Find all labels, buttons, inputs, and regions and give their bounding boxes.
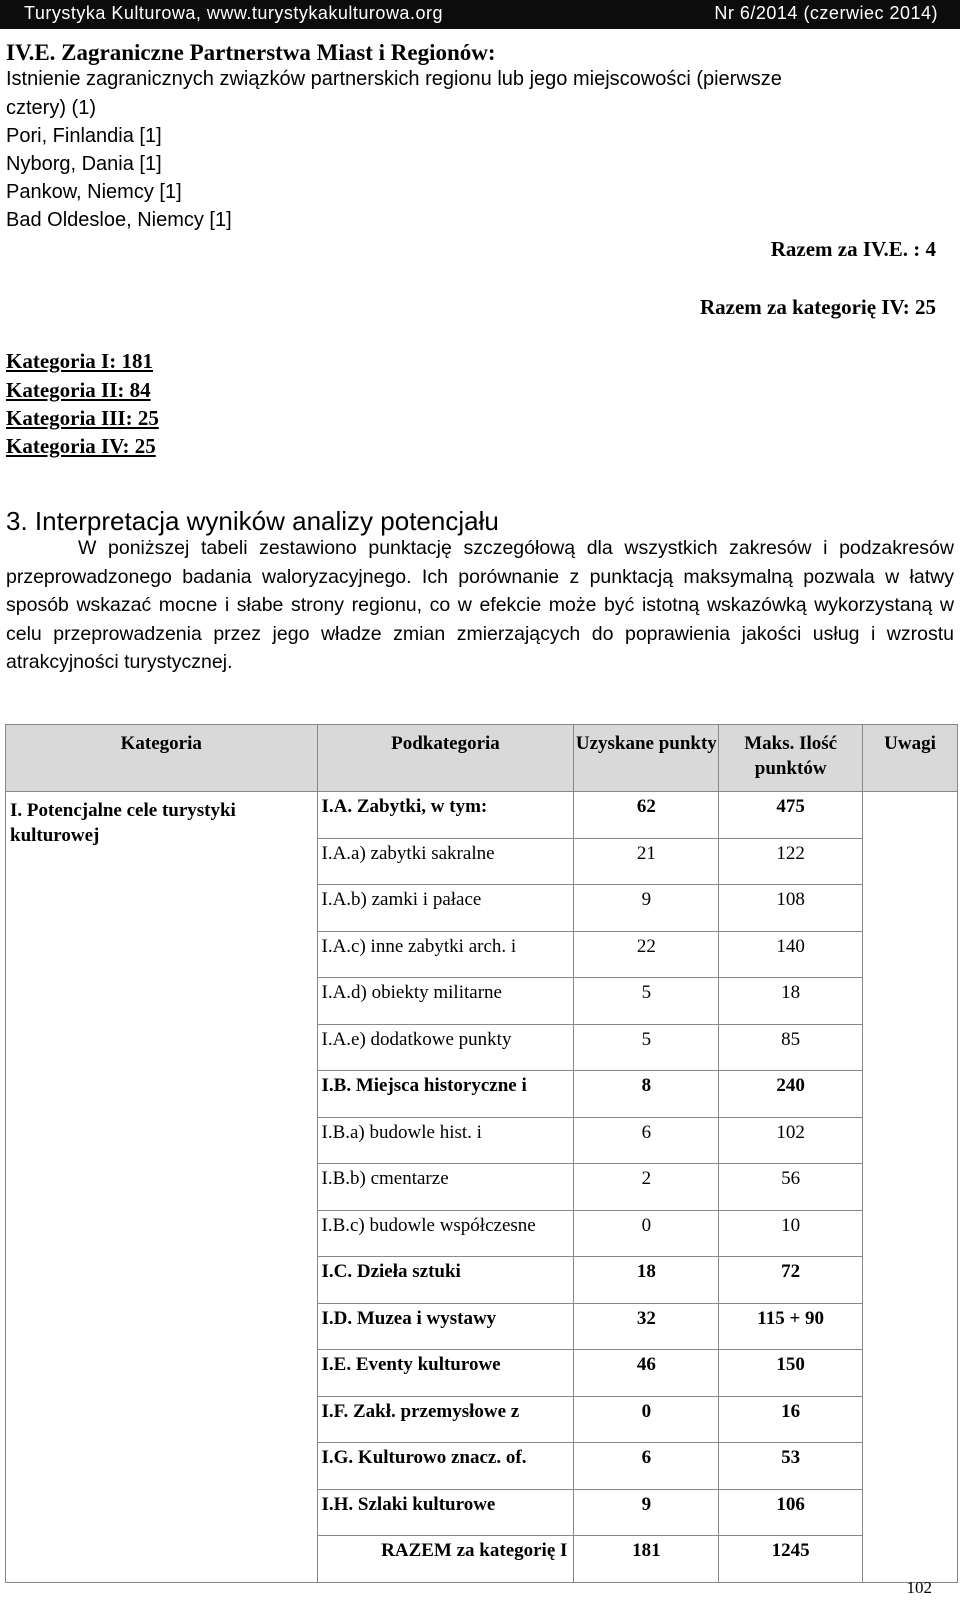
subcategory-cell: I.B. Miejsca historyczne i [317,1071,574,1118]
max-points-cell: 240 [719,1071,863,1118]
subcategory-cell: I.B.a) budowle hist. i [317,1117,574,1164]
points-cell: 9 [574,885,719,932]
summary-item: Kategoria I: 181 [6,349,153,373]
issue-number: Nr 6/2014 (czerwiec 2014) [714,3,938,23]
page-number: 102 [906,1578,932,1597]
total-max: 1245 [719,1536,863,1583]
category-total: Razem za kategorię IV: 25 [700,295,936,319]
summary-item: Kategoria II: 84 [6,378,151,402]
points-cell: 18 [574,1257,719,1304]
subcategory-cell: I.A. Zabytki, w tym: [317,792,574,839]
subcategory-cell: I.H. Szlaki kulturowe [317,1489,574,1536]
col-header-points: Uzyskane punkty [574,725,719,792]
subcategory-cell: I.A.c) inne zabytki arch. i [317,931,574,978]
max-points-cell: 53 [719,1443,863,1490]
subcategory-cell: I.F. Zakł. przemysłowe z [317,1396,574,1443]
points-cell: 21 [574,838,719,885]
max-points-cell: 56 [719,1164,863,1211]
summary-item: Kategoria IV: 25 [6,434,156,458]
subcategory-cell: I.D. Muzea i wystawy [317,1303,574,1350]
paragraph-text: W poniższej tabeli zestawiono punktację szczegółową dla wszystkich zakresów i podzakresów przeprowadzonego badania waloryzacyjnego. Ich porównanie z punktacją maksymalną pozwala w łatwy sposób wskazać mocne i słabe strony regionu, co w efekcie może być istotną wskazówką wykorzystaną w celu przeprowadzenia przez jego władze zmian zmierzających do poprawienia jakości usług i wzrostu atrakcyjności turystycznej. [6,537,954,673]
chapter-paragraph [6,534,954,677]
points-cell: 5 [574,978,719,1025]
max-points-cell: 140 [719,931,863,978]
summary-item: Kategoria III: 25 [6,406,159,430]
points-cell: 6 [574,1443,719,1490]
max-points-cell: 102 [719,1117,863,1164]
max-points-cell: 150 [719,1350,863,1397]
total-label: RAZEM za kategorię I [317,1536,574,1583]
subcategory-cell: I.A.d) obiekty militarne [317,978,574,1025]
col-header-category: Kategoria [6,725,318,792]
subcategory-cell: I.E. Eventy kulturowe [317,1350,574,1397]
points-cell: 46 [574,1350,719,1397]
results-table [5,724,958,1583]
max-points-cell: 108 [719,885,863,932]
subcategory-cell: I.C. Dzieła sztuki [317,1257,574,1304]
subcategory-cell: I.B.c) budowle współczesne [317,1210,574,1257]
subcategory-cell: I.G. Kulturowo znacz. of. [317,1443,574,1490]
points-cell: 2 [574,1164,719,1211]
subcategory-cell: I.A.e) dodatkowe punkty [317,1024,574,1071]
points-cell: 62 [574,792,719,839]
chapter-heading: 3. Interpretacja wyników analizy potencjału [6,506,499,536]
col-header-subcategory: Podkategoria [317,725,574,792]
col-header-notes: Uwagi [863,725,958,792]
total-points: 181 [574,1536,719,1583]
category-cell: I. Potencjalne cele turystyki kulturowej [6,792,318,1583]
points-cell: 0 [574,1396,719,1443]
max-points-cell: 16 [719,1396,863,1443]
table-header-row [6,725,958,792]
max-points-cell: 106 [719,1489,863,1536]
points-cell: 32 [574,1303,719,1350]
max-points-cell: 85 [719,1024,863,1071]
journal-name: Turystyka Kulturowa, www.turystykakulturowa.org [24,3,443,23]
subcategory-cell: I.A.a) zabytki sakralne [317,838,574,885]
max-points-cell: 10 [719,1210,863,1257]
section-title: IV.E. Zagraniczne Partnerstwa Miast i Regionów: [6,40,496,65]
section-subtotal: Razem za IV.E. : 4 [770,237,936,261]
table-row [6,792,958,839]
partner-item: Pankow, Niemcy [1] [6,181,182,203]
subcategory-cell: I.B.b) cmentarze [317,1164,574,1211]
page-header [0,0,960,29]
max-points-cell: 115 + 90 [719,1303,863,1350]
points-cell: 9 [574,1489,719,1536]
section-desc-1: Istnienie zagranicznych związków partnerskich regionu lub jego miejscowości (pierwsze [6,68,782,90]
max-points-cell: 72 [719,1257,863,1304]
max-points-cell: 18 [719,978,863,1025]
partner-item: Bad Oldesloe, Niemcy [1] [6,209,232,231]
partner-item: Nyborg, Dania [1] [6,153,162,175]
max-points-cell: 475 [719,792,863,839]
points-cell: 0 [574,1210,719,1257]
points-cell: 22 [574,931,719,978]
subcategory-cell: I.A.b) zamki i pałace [317,885,574,932]
points-cell: 5 [574,1024,719,1071]
notes-cell [863,792,958,1583]
max-points-cell: 122 [719,838,863,885]
col-header-max: Maks. Ilość punktów [719,725,863,792]
points-cell: 8 [574,1071,719,1118]
points-cell: 6 [574,1117,719,1164]
section-desc-2: cztery) (1) [6,97,96,119]
partner-item: Pori, Finlandia [1] [6,125,162,147]
